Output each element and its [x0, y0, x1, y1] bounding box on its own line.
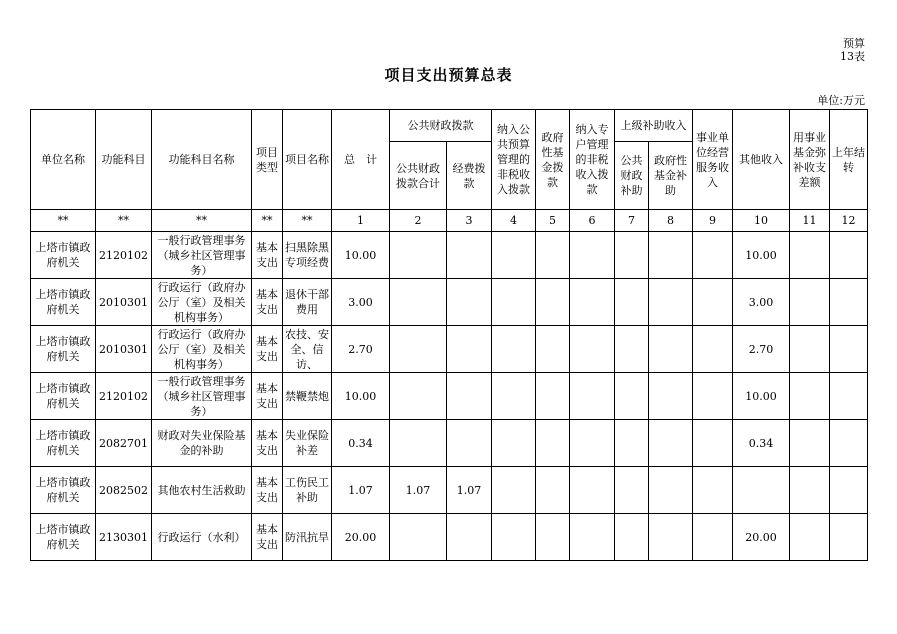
cell-func-name: 行政运行（水利） [152, 514, 252, 561]
cell-value-5 [536, 514, 570, 561]
cell-project-name: 禁鞭禁炮 [283, 373, 332, 420]
column-index-cell: 10 [733, 210, 790, 232]
header-project-name: 项目名称 [283, 110, 332, 210]
cell-value-12 [830, 232, 868, 279]
header-special-non-tax: 纳入专户管理的非税收入拨款 [570, 110, 615, 210]
cell-value-9 [693, 232, 733, 279]
cell-value-10 [733, 467, 790, 514]
column-index-cell: ** [31, 210, 96, 232]
cell-value-11 [790, 467, 830, 514]
cell-project-name: 扫黑除黑专项经费 [283, 232, 332, 279]
column-index-cell: 3 [447, 210, 492, 232]
cell-value-7 [615, 514, 649, 561]
cell-project-type: 基本支出 [252, 373, 283, 420]
cell-value-11 [790, 279, 830, 326]
cell-value-3 [447, 373, 492, 420]
cell-value-8 [649, 326, 693, 373]
cell-value-5 [536, 326, 570, 373]
column-index-cell: ** [96, 210, 152, 232]
cell-value-8 [649, 232, 693, 279]
cell-value-10: 10.00 [733, 232, 790, 279]
cell-func-name: 一般行政管理事务（城乡社区管理事务） [152, 232, 252, 279]
cell-value-1: 2.70 [332, 326, 390, 373]
cell-func-code: 2130301 [96, 514, 152, 561]
cell-value-2 [390, 279, 447, 326]
column-index-cell: 9 [693, 210, 733, 232]
cell-func-code: 2082502 [96, 467, 152, 514]
cell-value-2 [390, 514, 447, 561]
cell-value-8 [649, 467, 693, 514]
cell-value-8 [649, 373, 693, 420]
cell-value-10: 10.00 [733, 373, 790, 420]
cell-project-type: 基本支出 [252, 467, 283, 514]
column-index-cell: 2 [390, 210, 447, 232]
cell-unit-name: 上塔市镇政府机关 [31, 420, 96, 467]
column-index-row [31, 210, 868, 232]
column-index-cell: 6 [570, 210, 615, 232]
cell-value-7 [615, 326, 649, 373]
cell-func-code: 2010301 [96, 279, 152, 326]
cell-value-9 [693, 373, 733, 420]
cell-value-12 [830, 373, 868, 420]
cell-value-12 [830, 326, 868, 373]
cell-func-name: 财政对失业保险基金的补助 [152, 420, 252, 467]
cell-unit-name: 上塔市镇政府机关 [31, 326, 96, 373]
cell-value-4 [492, 373, 536, 420]
page-title: 项目支出预算总表 [384, 66, 513, 84]
column-index-cell: 5 [536, 210, 570, 232]
header-non-tax-budget: 纳入公共预算管理的非税收入拨款 [492, 110, 536, 210]
cell-value-3 [447, 514, 492, 561]
cell-value-6 [570, 373, 615, 420]
cell-value-1: 10.00 [332, 232, 390, 279]
cell-unit-name: 上塔市镇政府机关 [31, 279, 96, 326]
cell-func-name: 一般行政管理事务（城乡社区管理事务） [152, 373, 252, 420]
column-index-cell: 8 [649, 210, 693, 232]
cell-value-2 [390, 373, 447, 420]
cell-value-6 [570, 467, 615, 514]
cell-project-name: 防汛抗旱 [283, 514, 332, 561]
cell-value-6 [570, 279, 615, 326]
cell-value-5 [536, 232, 570, 279]
cell-func-code: 2010301 [96, 326, 152, 373]
cell-value-3 [447, 232, 492, 279]
cell-project-name: 农技、安全、信访、 [283, 326, 332, 373]
cell-unit-name: 上塔市镇政府机关 [31, 232, 96, 279]
column-index-cell: 1 [332, 210, 390, 232]
column-index-cell: ** [252, 210, 283, 232]
cell-value-10: 20.00 [733, 514, 790, 561]
header-other-income: 其他收入 [733, 110, 790, 210]
cell-func-name: 行政运行（政府办公厅（室）及相关机构事务） [152, 279, 252, 326]
form-number [840, 37, 865, 63]
cell-value-1: 20.00 [332, 514, 390, 561]
cell-project-name: 失业保险补差 [283, 420, 332, 467]
cell-value-10: 2.70 [733, 326, 790, 373]
table-row [31, 467, 868, 514]
cell-value-9 [693, 279, 733, 326]
cell-func-name: 行政运行（政府办公厅（室）及相关机构事务） [152, 326, 252, 373]
cell-value-4 [492, 420, 536, 467]
cell-value-4 [492, 514, 536, 561]
column-index-cell: ** [283, 210, 332, 232]
cell-func-code: 2120102 [96, 232, 152, 279]
cell-value-2 [390, 232, 447, 279]
cell-value-3 [447, 279, 492, 326]
cell-value-6 [570, 514, 615, 561]
cell-value-8 [649, 420, 693, 467]
cell-unit-name: 上塔市镇政府机关 [31, 373, 96, 420]
cell-value-7 [615, 373, 649, 420]
header-row-1 [31, 110, 868, 142]
cell-value-11 [790, 373, 830, 420]
cell-value-3: 1.07 [447, 467, 492, 514]
cell-value-11 [790, 326, 830, 373]
header-fund-deficit: 用事业基金弥补收支差额 [790, 110, 830, 210]
cell-value-2 [390, 420, 447, 467]
cell-value-1: 1.07 [332, 467, 390, 514]
cell-value-7 [615, 420, 649, 467]
cell-value-6 [570, 232, 615, 279]
cell-value-9 [693, 420, 733, 467]
cell-project-type: 基本支出 [252, 514, 283, 561]
column-index-cell: ** [152, 210, 252, 232]
cell-value-1: 3.00 [332, 279, 390, 326]
cell-value-12 [830, 279, 868, 326]
cell-unit-name: 上塔市镇政府机关 [31, 467, 96, 514]
unit-label: 单位:万元 [817, 94, 865, 107]
column-index-cell: 7 [615, 210, 649, 232]
header-carryover: 上年结转 [830, 110, 868, 210]
cell-value-7 [615, 232, 649, 279]
budget-table [30, 109, 868, 561]
cell-value-12 [830, 467, 868, 514]
cell-value-4 [492, 326, 536, 373]
cell-func-code: 2120102 [96, 373, 152, 420]
cell-value-1: 10.00 [332, 373, 390, 420]
cell-func-name: 其他农村生活救助 [152, 467, 252, 514]
column-index-cell: 12 [830, 210, 868, 232]
cell-value-10: 0.34 [733, 420, 790, 467]
cell-value-5 [536, 420, 570, 467]
cell-value-6 [570, 420, 615, 467]
header-project-type: 项目类型 [252, 110, 283, 210]
header-func-name: 功能科目名称 [152, 110, 252, 210]
cell-value-7 [615, 279, 649, 326]
cell-project-name: 退休干部费用 [283, 279, 332, 326]
header-business-income: 事业单位经营服务收入 [693, 110, 733, 210]
cell-value-4 [492, 279, 536, 326]
cell-value-4 [492, 467, 536, 514]
cell-value-11 [790, 420, 830, 467]
table-row [31, 514, 868, 561]
column-index-cell: 11 [790, 210, 830, 232]
header-func-code: 功能科目 [96, 110, 152, 210]
cell-value-8 [649, 514, 693, 561]
cell-value-4 [492, 232, 536, 279]
form-number-line-2: 13表 [840, 50, 865, 63]
header-operating-funds: 经费拨款 [447, 142, 492, 210]
cell-unit-name: 上塔市镇政府机关 [31, 514, 96, 561]
header-public-finance-total: 公共财政拨款合计 [390, 142, 447, 210]
cell-func-code: 2082701 [96, 420, 152, 467]
column-index-cell: 4 [492, 210, 536, 232]
cell-value-12 [830, 514, 868, 561]
table-row [31, 232, 868, 279]
cell-value-11 [790, 232, 830, 279]
cell-value-2: 1.07 [390, 467, 447, 514]
header-superior-subsidy: 上级补助收入 [615, 110, 693, 142]
header-public-finance: 公共财政拨款 [390, 110, 492, 142]
cell-project-name: 工伤民工补助 [283, 467, 332, 514]
table-row [31, 420, 868, 467]
header-public-subsidy: 公共财政补助 [615, 142, 649, 210]
cell-value-6 [570, 326, 615, 373]
cell-value-2 [390, 326, 447, 373]
cell-project-type: 基本支出 [252, 232, 283, 279]
cell-project-type: 基本支出 [252, 326, 283, 373]
table-row [31, 326, 868, 373]
cell-value-5 [536, 467, 570, 514]
header-unit-name: 单位名称 [31, 110, 96, 210]
cell-value-12 [830, 420, 868, 467]
cell-value-1: 0.34 [332, 420, 390, 467]
cell-value-3 [447, 420, 492, 467]
header-total: 总 计 [332, 110, 390, 210]
cell-value-3 [447, 326, 492, 373]
cell-value-10: 3.00 [733, 279, 790, 326]
cell-value-8 [649, 279, 693, 326]
cell-value-7 [615, 467, 649, 514]
cell-value-5 [536, 373, 570, 420]
cell-project-type: 基本支出 [252, 420, 283, 467]
header-gov-fund-subsidy: 政府性基金补助 [649, 142, 693, 210]
table-row [31, 279, 868, 326]
cell-value-11 [790, 514, 830, 561]
cell-value-5 [536, 279, 570, 326]
cell-project-type: 基本支出 [252, 279, 283, 326]
cell-value-9 [693, 514, 733, 561]
header-gov-fund: 政府性基金拨款 [536, 110, 570, 210]
form-number-line-1: 预算 [843, 37, 865, 50]
cell-value-9 [693, 326, 733, 373]
cell-value-9 [693, 467, 733, 514]
table-row [31, 373, 868, 420]
